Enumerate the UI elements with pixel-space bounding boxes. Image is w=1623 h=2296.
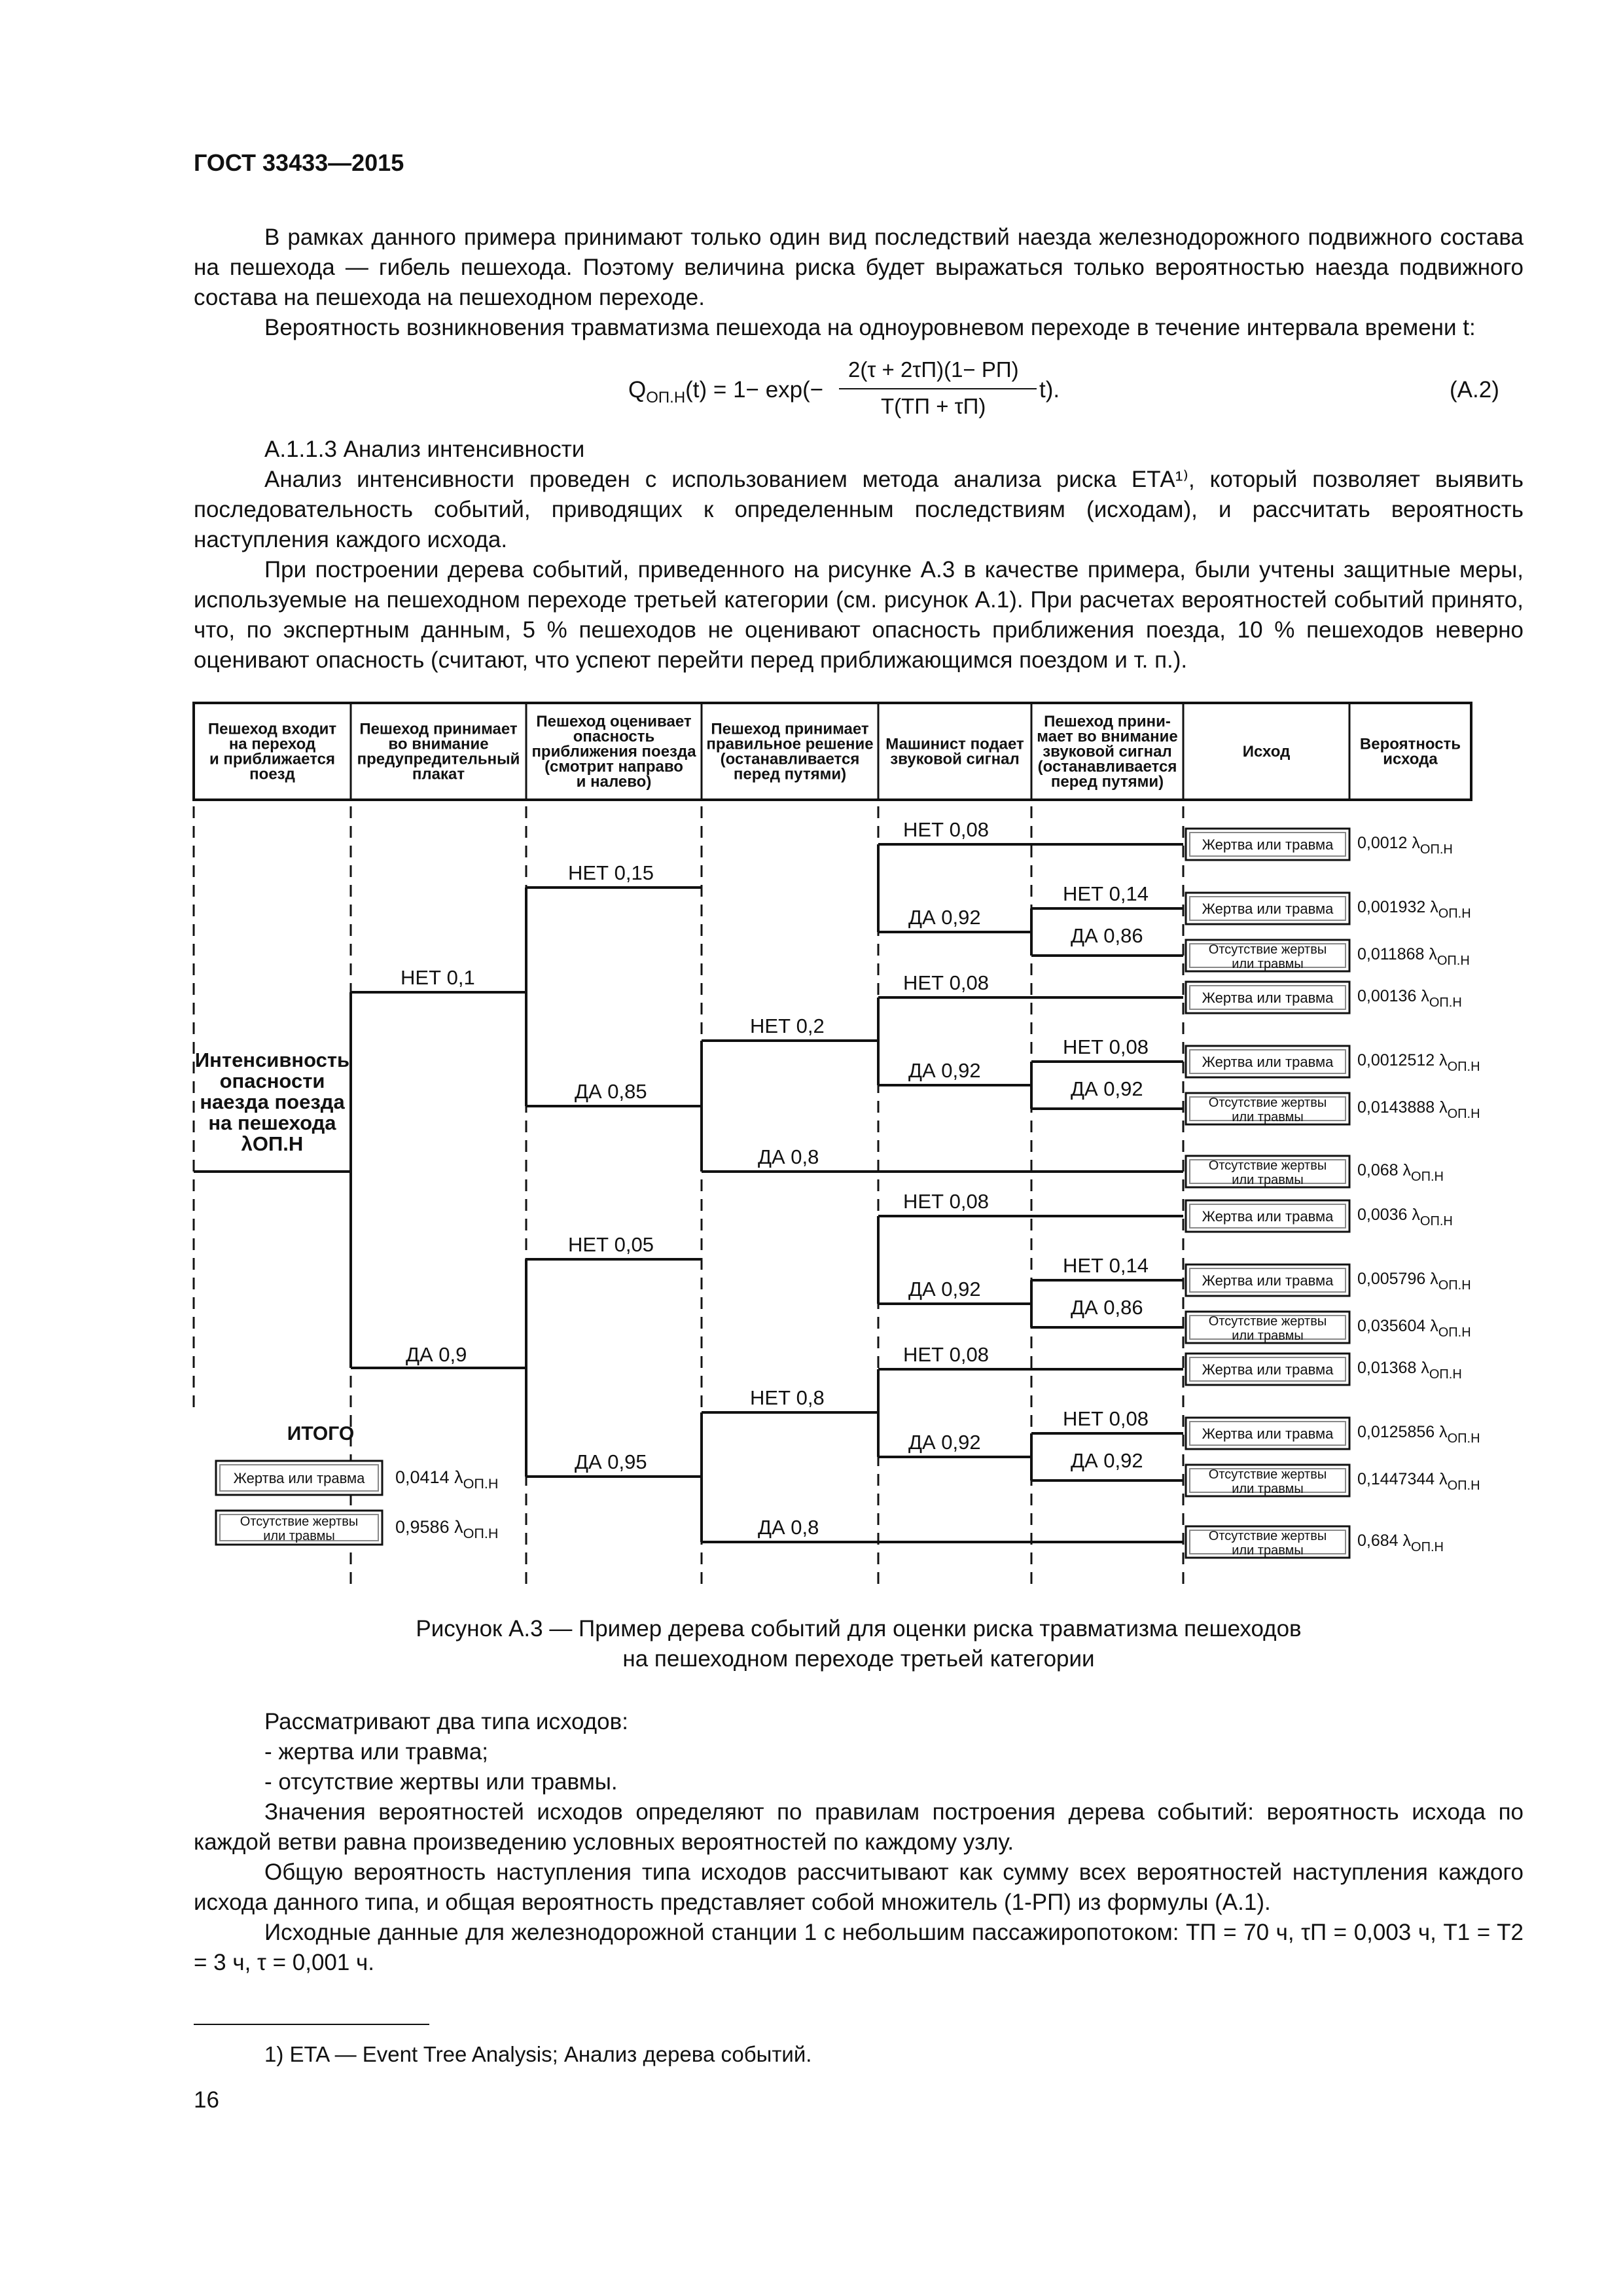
outcome-probability: 0,005796 $\lambda_{ОП.Н}$ <box>1357 1270 1471 1293</box>
branch-label: ДА 0,92 <box>908 1278 981 1300</box>
formula-number: (А.2) <box>1450 377 1499 403</box>
branch-label: НЕТ 0,08 <box>903 971 989 994</box>
branch-label: НЕТ 0,05 <box>568 1233 654 1256</box>
formula-denominator: T(TП + τП) <box>881 394 986 418</box>
column-header-text: приближения поезда <box>531 743 696 761</box>
column-header-text: поезд <box>249 765 295 783</box>
outcome-probability: 0,035604 $\lambda_{ОП.Н}$ <box>1357 1317 1471 1340</box>
outcome-label: или травмы <box>1232 957 1304 971</box>
branch-label: НЕТ 0,8 <box>750 1386 825 1409</box>
column-header-text: и налево) <box>576 773 652 791</box>
column-header-text: Пешеход оценивает <box>536 713 692 730</box>
outcome-label: Отсутствие жертвы <box>1208 1467 1327 1482</box>
after-paragraph-2: Значения вероятностей исходов определяют по правилам построения дерева событий: вероятность исхода по каждой ветви равна произведению условных вероятностей по каждому узлу. <box>194 1799 1524 1855</box>
outcome-label: или травмы <box>1232 1110 1304 1124</box>
outcome-label: Жертва или травма <box>1202 990 1334 1006</box>
outcome-probability: 0,068 $\lambda_{ОП.Н}$ <box>1357 1161 1444 1184</box>
page-number: 16 <box>194 2087 219 2113</box>
outcome-label: Жертва или травма <box>1202 901 1334 917</box>
outcome-probability: 0,1447344 $\lambda_{ОП.Н}$ <box>1357 1470 1480 1493</box>
outcome-label: Отсутствие жертвы <box>1208 1314 1327 1329</box>
column-header-text: Пешеход входит <box>207 720 337 738</box>
outcome-label: Отсутствие жертвы <box>1208 1158 1327 1173</box>
branch-label: ДА 0,92 <box>908 1431 981 1454</box>
outcome-label: Жертва или травма <box>1202 1361 1334 1378</box>
outcome-probability: 0,0036 $\lambda_{ОП.Н}$ <box>1357 1206 1453 1229</box>
branch-label: ДА 0,92 <box>908 906 981 929</box>
figure-caption-line-1: Рисунок А.3 — Пример дерева событий для оценки риска травматизма пешеходов <box>416 1616 1302 1641</box>
outcome-probability: 0,011868 $\lambda_{ОП.Н}$ <box>1357 945 1470 968</box>
column-header-text: (останавливается <box>720 750 860 768</box>
outcome-label: или травмы <box>1232 1173 1304 1187</box>
outcome-label: Отсутствие жертвы <box>1208 1096 1327 1110</box>
outcome-probability: 0,0143888 $\lambda_{ОП.Н}$ <box>1357 1098 1480 1121</box>
column-header-text: исхода <box>1383 750 1438 768</box>
outcome-type-2: - отсутствие жертвы или травмы. <box>264 1769 618 1795</box>
outcome-probability: 0,00136 $\lambda_{ОП.Н}$ <box>1357 987 1462 1010</box>
branch-label: НЕТ 0,08 <box>903 1190 989 1213</box>
branch-label: НЕТ 0,14 <box>1063 882 1149 905</box>
totals-title: ИТОГО <box>287 1423 355 1444</box>
branch-label: ДА 0,9 <box>406 1343 467 1366</box>
branch-label: ДА 0,92 <box>1071 1077 1143 1100</box>
after-paragraph-4: Исходные данные для железнодорожной станции 1 с небольшим пассажиропотоком: TП = 70 ч, τП = 0,003 ч, T1 = T2 = 3 ч, τ = 0,001 ч. <box>194 1920 1524 1975</box>
branch-label: НЕТ 0,08 <box>903 818 989 841</box>
formula-lhs: $Q_{ОП.Н}(t) = 1- \exp(-$ <box>628 377 824 406</box>
column-header-text: звуковой сигнал <box>890 750 1020 768</box>
totals-probability: 0,9586 $\lambda_{ОП.Н}$ <box>395 1517 499 1541</box>
document-header: ГОСТ 33433—2015 <box>194 149 404 176</box>
outcome-probability: 0,001932 $\lambda_{ОП.Н}$ <box>1357 898 1471 921</box>
outcome-label: или травмы <box>1232 1482 1304 1496</box>
column-header-text: Пешеход принимает <box>711 720 869 738</box>
column-header-text: на переход <box>228 735 316 753</box>
root-label: на пешехода <box>208 1111 336 1134</box>
totals-probability: 0,0414 $\lambda_{ОП.Н}$ <box>395 1467 499 1492</box>
column-header-text: перед путями) <box>1050 773 1164 791</box>
column-header-text: перед путями) <box>733 765 847 783</box>
branch-label: ДА 0,8 <box>758 1516 819 1539</box>
branch-label: ДА 0,95 <box>575 1450 647 1473</box>
branch-label: ДА 0,86 <box>1071 924 1143 947</box>
branch-label: ДА 0,92 <box>908 1059 981 1082</box>
branch-label: ДА 0,86 <box>1071 1296 1143 1319</box>
outcome-label: или травмы <box>1232 1329 1304 1343</box>
formula-tail: t). <box>1039 377 1060 403</box>
column-header-text: плакат <box>412 765 465 783</box>
branch-label: ДА 0,92 <box>1071 1449 1143 1472</box>
column-header-text: (смотрит направо <box>544 758 683 776</box>
column-header-text: Вероятность <box>1359 735 1461 753</box>
column-header-text: мает во внимание <box>1037 728 1178 745</box>
branch-label: НЕТ 0,2 <box>750 1014 825 1037</box>
root-label: наезда поезда <box>200 1090 345 1113</box>
branch-label: ДА 0,8 <box>758 1145 819 1168</box>
column-header-text: во внимание <box>388 735 489 753</box>
column-header-text: предупредительный <box>357 750 520 768</box>
root-label: Интенсивность <box>194 1049 350 1071</box>
intro-paragraph-2: Вероятность возникновения травматизма пешехода на одноуровневом переходе в течение интервала времени t: <box>264 315 1476 340</box>
branch-label: НЕТ 0,08 <box>903 1343 989 1366</box>
outcome-label: Жертва или травма <box>1202 1426 1334 1442</box>
outcomes-intro: Рассматривают два типа исходов: <box>264 1709 628 1734</box>
outcome-probability: 0,01368 $\lambda_{ОП.Н}$ <box>1357 1359 1462 1382</box>
outcome-probability: 0,0012512 $\lambda_{ОП.Н}$ <box>1357 1051 1480 1074</box>
outcome-label: Жертва или травма <box>1202 1054 1334 1070</box>
column-header-text: Исход <box>1242 743 1291 761</box>
column-header-text: звуковой сигнал <box>1043 743 1172 761</box>
outcome-probability: 0,684 $\lambda_{ОП.Н}$ <box>1357 1532 1444 1554</box>
outcome-probability: 0,0012 $\lambda_{ОП.Н}$ <box>1357 834 1453 857</box>
footnote: 1) ETA — Event Tree Analysis; Анализ дерева событий. <box>264 2042 812 2066</box>
root-label: λОП.Н <box>241 1132 304 1155</box>
branch-label: НЕТ 0,15 <box>568 861 654 884</box>
column-header-text: правильное решение <box>706 735 874 753</box>
outcome-type-1: - жертва или травма; <box>264 1739 489 1765</box>
column-header-text: Машинист подает <box>885 735 1024 753</box>
column-header-text: Пешеход принимает <box>359 720 518 738</box>
formula-numerator: 2(τ + 2τП)(1− PП) <box>848 357 1019 382</box>
totals-label: Жертва или травма <box>233 1470 365 1486</box>
totals-label: или травмы <box>263 1529 335 1543</box>
column-header-text: Пешеход прини- <box>1044 713 1171 730</box>
branch-label: НЕТ 0,08 <box>1063 1407 1149 1430</box>
figure-caption-line-2: на пешеходном переходе третьей категории <box>622 1646 1095 1672</box>
column-header-text: и приближается <box>209 750 336 768</box>
branch-label: НЕТ 0,14 <box>1063 1254 1149 1277</box>
outcome-probability: 0,0125856 $\lambda_{ОП.Н}$ <box>1357 1423 1480 1446</box>
root-label: опасности <box>219 1069 325 1092</box>
after-paragraph-3: Общую вероятность наступления типа исходов рассчитывают как сумму всех вероятностей наступления каждого исхода данного типа, и общая вероятность представляет собой множитель (1-PП) из формулы (А.1). <box>194 1859 1524 1915</box>
outcome-label: Жертва или травма <box>1202 836 1334 853</box>
section-paragraph-1: Анализ интенсивности проведен с использованием метода анализа риска ЕТА¹⁾, который позволяет выявить последовательность событий, приводящих к определенным последствиям (исходам), и рассчитать вероятность наступления каждого исхода. <box>194 467 1524 552</box>
column-header-text: опасность <box>573 728 655 745</box>
totals-label: Отсутствие жертвы <box>240 1515 359 1529</box>
outcome-label: Жертва или травма <box>1202 1272 1334 1289</box>
outcome-label: Жертва или травма <box>1202 1208 1334 1225</box>
intro-paragraph-1: В рамках данного примера принимают только один вид последствий наезда железнодорожного подвижного состава на пешехода — гибель пешехода. Поэтому величина риска будет выражаться только вероятностью наезда подвижного состава на пешехода на пешеходном переходе. <box>194 224 1524 310</box>
branch-label: ДА 0,85 <box>575 1080 647 1103</box>
outcome-label: Отсутствие жертвы <box>1208 1529 1327 1543</box>
footnote-rule <box>194 2024 429 2025</box>
section-paragraph-2: При построении дерева событий, приведенного на рисунке А.3 в качестве примера, были учтены защитные меры, используемые на пешеходном переходе третьей категории (см. рисунок А.1). При расчетах вероятностей событий принято, что, по экспертным данным, 5 % пешеходов не оценивают опасность приближения поезда, 10 % пешеходов неверно оценивают опасность (считают, что успеют перейти перед приближающимся поездом и т. п.). <box>194 557 1524 673</box>
branch-label: НЕТ 0,08 <box>1063 1035 1149 1058</box>
outcome-label: или травмы <box>1232 1543 1304 1558</box>
column-header-text: (останавливается <box>1037 758 1177 776</box>
section-heading: А.1.1.3 Анализ интенсивности <box>264 437 585 462</box>
branch-label: НЕТ 0,1 <box>401 966 475 989</box>
outcome-label: Отсутствие жертвы <box>1208 942 1327 957</box>
